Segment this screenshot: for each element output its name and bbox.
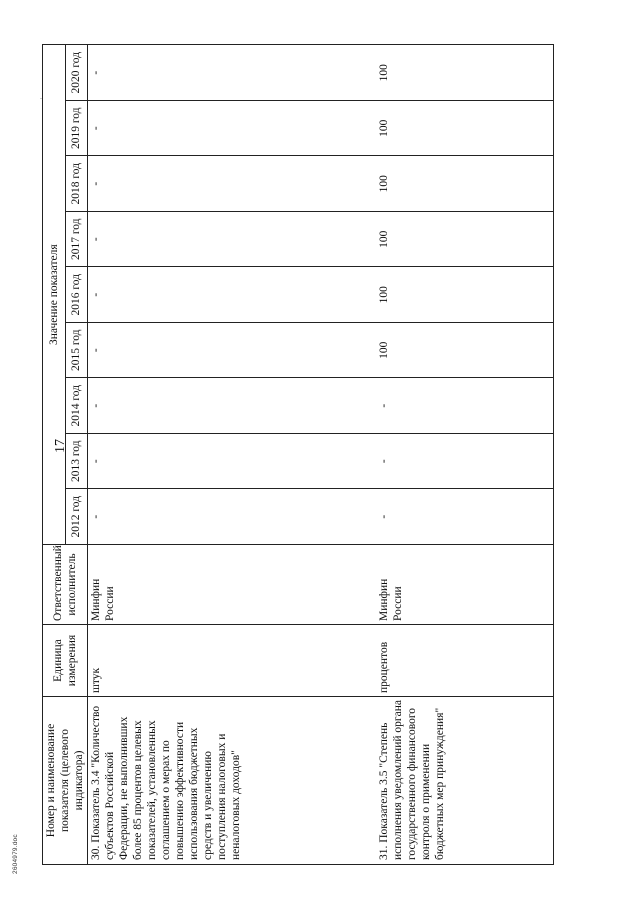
table-header-row <box>43 45 66 865</box>
indicator-value: - <box>88 267 376 323</box>
table-row <box>88 45 376 865</box>
document-filename: 2604979.doc <box>12 834 19 874</box>
header-year: 2019 год <box>65 101 88 157</box>
indicator-value: - <box>88 489 376 545</box>
header-year: 2012 год <box>65 489 88 545</box>
header-indicator-name: Номер и наименование показателя (целевого индикатора) <box>43 697 88 865</box>
header-year: 2014 год <box>65 378 88 434</box>
header-year: 2017 год <box>65 212 88 268</box>
indicator-value: 100 <box>376 267 554 323</box>
indicator-value: - <box>88 434 376 490</box>
indicator-value: 100 <box>376 212 554 268</box>
indicator-value: 100 <box>376 156 554 212</box>
indicator-name: 30. Показатель 3.4 "Количество субъектов Российской Федерации, не выполнивших более 85 процентов целевых показателей, установленных соглашением о мерах по повышению эффективности использования бюджетных средств и увеличению поступления налоговых и неналоговых доходов" <box>88 697 376 865</box>
indicator-value: - <box>88 156 376 212</box>
header-year: 2020 год <box>65 45 88 101</box>
header-year: 2016 год <box>65 267 88 323</box>
table-row <box>376 45 554 865</box>
header-responsible: Ответственный исполнитель <box>43 545 88 625</box>
header-year: 2015 год <box>65 323 88 379</box>
scan-speck: - <box>40 96 42 102</box>
indicator-value: - <box>376 378 554 434</box>
header-values-group: Значение показателя <box>43 45 66 545</box>
page-number: 17 <box>53 439 68 453</box>
indicator-value: - <box>376 434 554 490</box>
rotated-table-area <box>42 45 597 865</box>
indicator-value: - <box>376 489 554 545</box>
indicator-value: 100 <box>376 323 554 379</box>
indicator-value: - <box>88 378 376 434</box>
indicator-value: 100 <box>376 101 554 157</box>
header-year: 2013 год <box>65 434 88 490</box>
header-unit: Единица измерения <box>43 625 88 697</box>
indicator-responsible: Минфин России <box>376 545 554 625</box>
indicator-name: 31. Показатель 3.5 "Степень исполнения уведомлений органа государственного финансового контроля о применении бюджетных мер принуждения" <box>376 697 554 865</box>
indicator-responsible: Минфин России <box>88 545 376 625</box>
indicator-unit: штук <box>88 625 376 697</box>
indicator-value: - <box>88 45 376 101</box>
indicator-table <box>42 44 554 865</box>
indicator-value: - <box>88 323 376 379</box>
indicator-value: 100 <box>376 45 554 101</box>
indicator-value: - <box>88 101 376 157</box>
header-year: 2018 год <box>65 156 88 212</box>
indicator-value: - <box>88 212 376 268</box>
indicator-unit: процентов <box>376 625 554 697</box>
